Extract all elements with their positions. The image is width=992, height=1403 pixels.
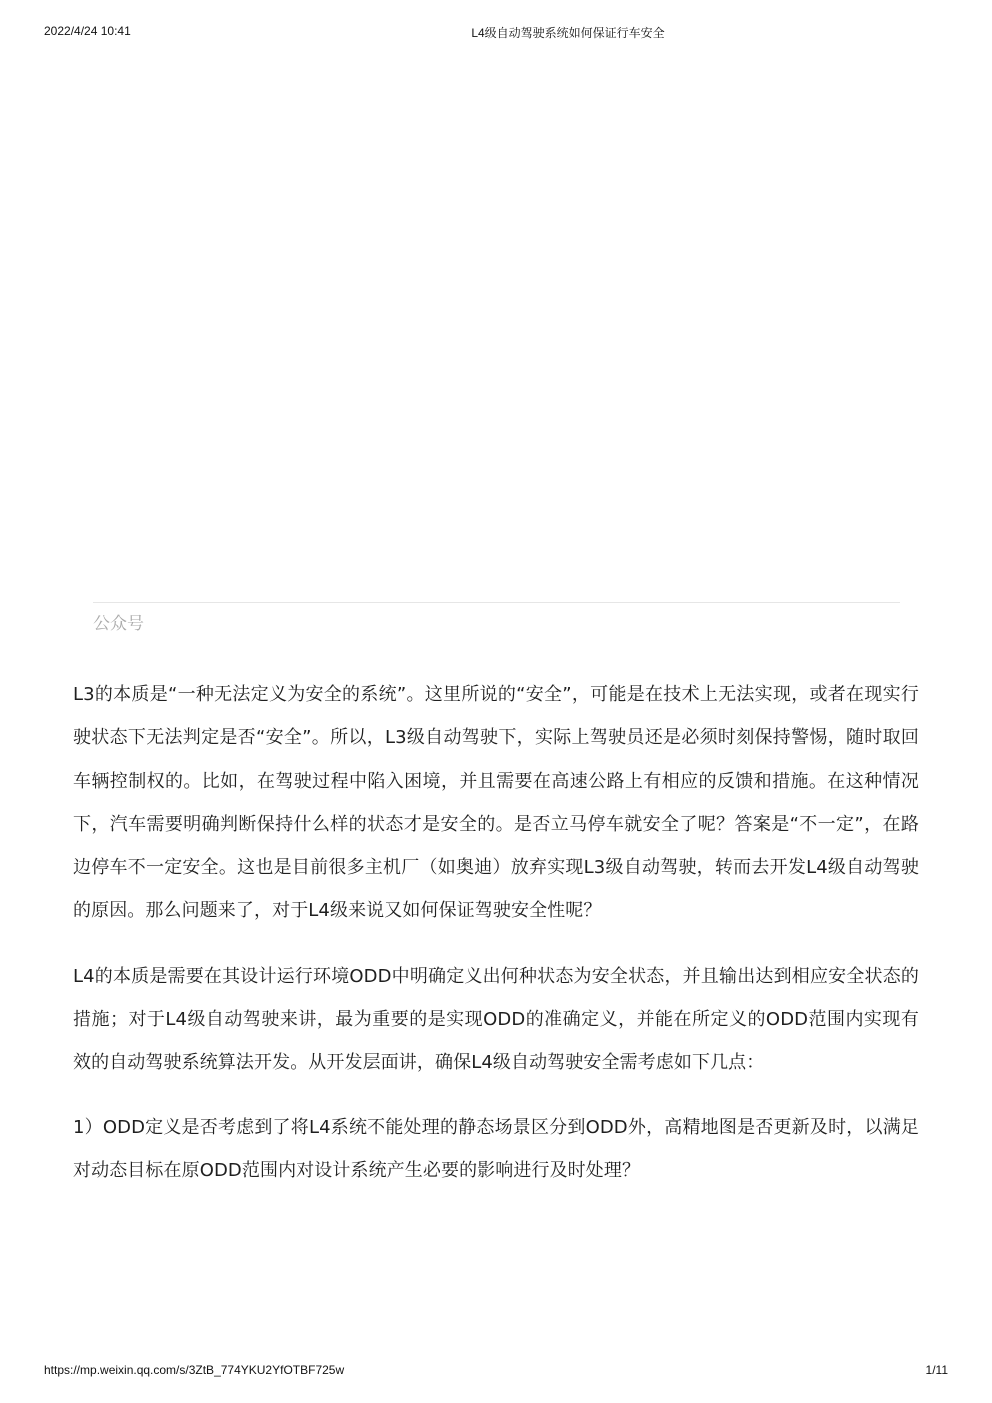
paragraph-l3: L3的本质是“一种无法定义为安全的系统”。这里所说的“安全”，可能是在技术上无法实现，或者在现实行驶状态下无法判定是否“安全”。所以，L3级自动驾驶下，实际上驾驶员还是必须时刻保持警惕，随时取回车辆控制权的。比如，在驾驶过程中陷入困境，并且需要在高速公路上有相应的反馈和措施。在这种情况下，汽车需要明确判断保持什么样的状态才是安全的。是否立马停车就安全了呢？答案是“不一定”，在路边停车不一定安全。这也是目前很多主机厂（如奥迪）放弃实现L3级自动驾驶，转而去开发L4级自动驾驶的原因。那么问题来了，对于L4级来说又如何保证驾驶安全性呢？ [73, 684, 919, 922]
image-divider [93, 602, 900, 603]
article-image [93, 60, 900, 600]
print-datetime: 2022/4/24 10:41 [44, 24, 131, 38]
print-header [0, 24, 992, 42]
page-number: 1/11 [925, 1363, 948, 1377]
article-body [73, 673, 919, 1214]
image-caption: 公众号 [93, 614, 144, 634]
print-footer [0, 1363, 992, 1381]
print-title: L4级自动驾驶系统如何保证行车安全 [471, 26, 665, 40]
paragraph-l4: L4的本质是需要在其设计运行环境ODD中明确定义出何种状态为安全状态，并且输出达到相应安全状态的措施；对于L4级自动驾驶来讲，最为重要的是实现ODD的准确定义，并能在所定义的ODD范围内实现有效的自动驾驶系统算法开发。从开发层面讲，确保L4级自动驾驶安全需考虑如下几点： [73, 965, 919, 1074]
page-url[interactable]: https://mp.weixin.qq.com/s/3ZtB_774YKU2YfOTBF725w [44, 1363, 345, 1377]
paragraph-point-1: 1）ODD定义是否考虑到了将L4系统不能处理的静态场景区分到ODD外，高精地图是否更新及时，以满足对动态目标在原ODD范围内对设计系统产生必要的影响进行及时处理？ [73, 1116, 919, 1181]
